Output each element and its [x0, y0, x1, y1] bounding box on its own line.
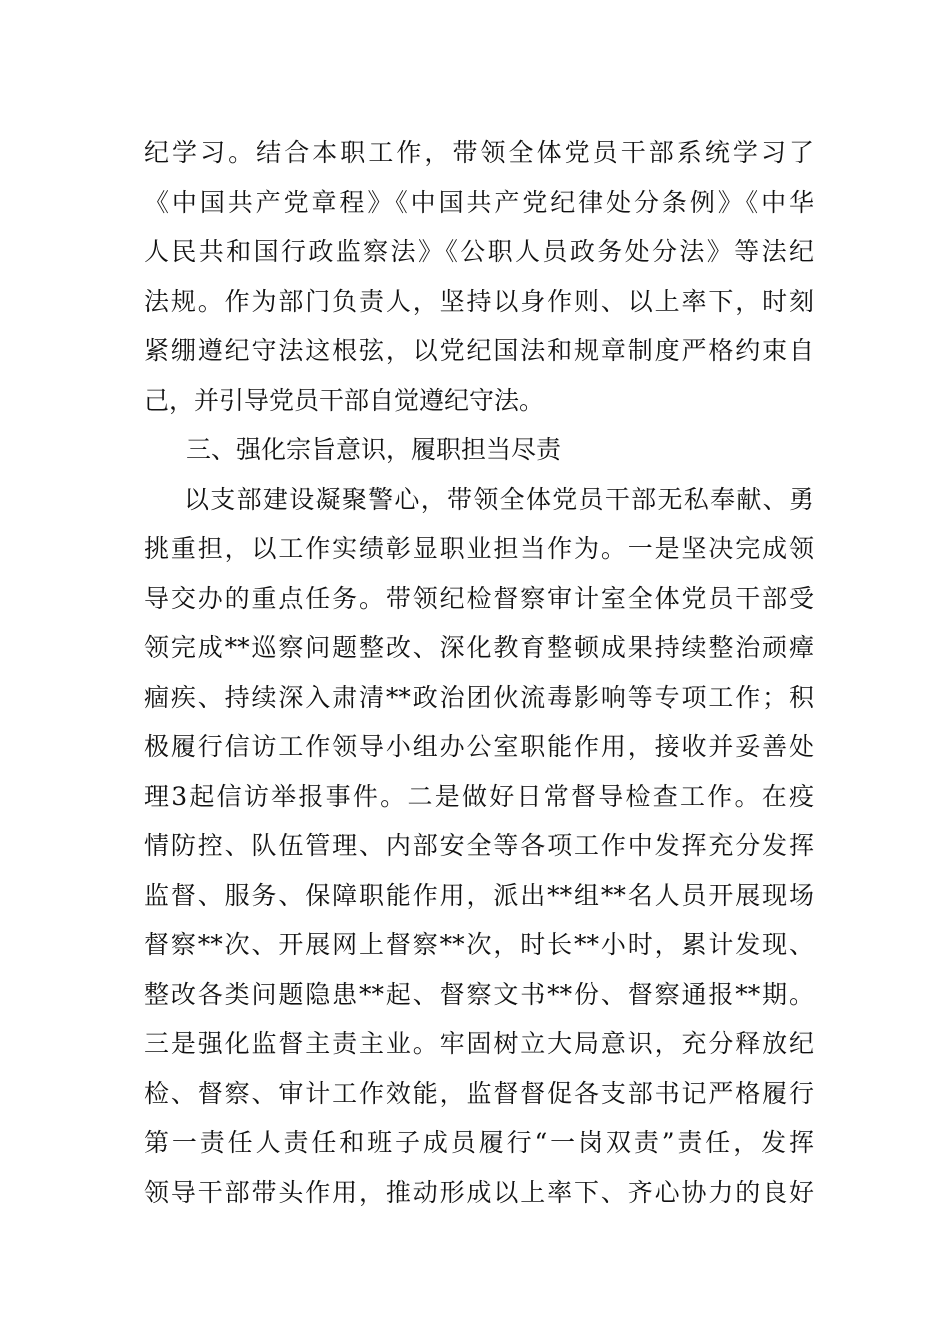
text-line: 导交办的重点任务。带领纪检督察审计室全体党员干部受	[144, 583, 814, 613]
text-line: 纪学习。结合本职工作，带领全体党员干部系统学习了	[144, 138, 814, 167]
text-line: 己，并引导党员干部自觉遵纪守法。	[144, 385, 545, 415]
text-line: 法规。作为部门负责人，坚持以身作则、以上率下，时刻	[144, 286, 814, 316]
body-text	[144, 128, 814, 1217]
section-heading: 三、强化宗旨意识，履职担当尽责	[186, 435, 562, 464]
text-line: 整改各类问题隐患**起、督察文书**份、督察通报**期。	[144, 979, 814, 1009]
text-line: 督察**次、开展网上督察**次，时长**小时，累计发现、	[144, 930, 814, 959]
text-line: 领完成**巡察问题整改、深化教育整顿成果持续整治顽瘴	[144, 633, 814, 662]
text-line: 检、督察、审计工作效能，监督督促各支部书记严格履行	[144, 1078, 814, 1108]
text-line: 情防控、队伍管理、内部安全等各项工作中发挥充分发挥	[144, 831, 814, 860]
text-line: 《中国共产党章程》《中国共产党纪律处分条例》《中华	[144, 187, 814, 217]
text-line: 第一责任人责任和班子成员履行“一岗双责”责任，发挥	[144, 1128, 814, 1157]
text-line: 三是强化监督主责主业。牢固树立大局意识，充分释放纪	[144, 1029, 814, 1058]
text-line: 领导干部带头作用，推动形成以上率下、齐心协力的良好	[144, 1177, 814, 1207]
text-line: 极履行信访工作领导小组办公室职能作用，接收并妥善处	[144, 732, 814, 761]
text-line: 监督、服务、保障职能作用，派出**组**名人员开展现场	[144, 880, 814, 910]
text-line: 理3起信访举报事件。二是做好日常督导检查工作。在疫	[144, 781, 814, 811]
text-line: 紧绷遵纪守法这根弦，以党纪国法和规章制度严格约束自	[144, 336, 814, 365]
text-line: 人民共和国行政监察法》《公职人员政务处分法》等法纪	[144, 237, 814, 266]
text-line: 以支部建设凝聚警心，带领全体党员干部无私奉献、勇	[184, 484, 814, 514]
text-line: 挑重担，以工作实绩彰显职业担当作为。一是坚决完成领	[144, 534, 814, 563]
text-line: 痼疾、持续深入肃清**政治团伙流毒影响等专项工作；积	[144, 682, 814, 712]
